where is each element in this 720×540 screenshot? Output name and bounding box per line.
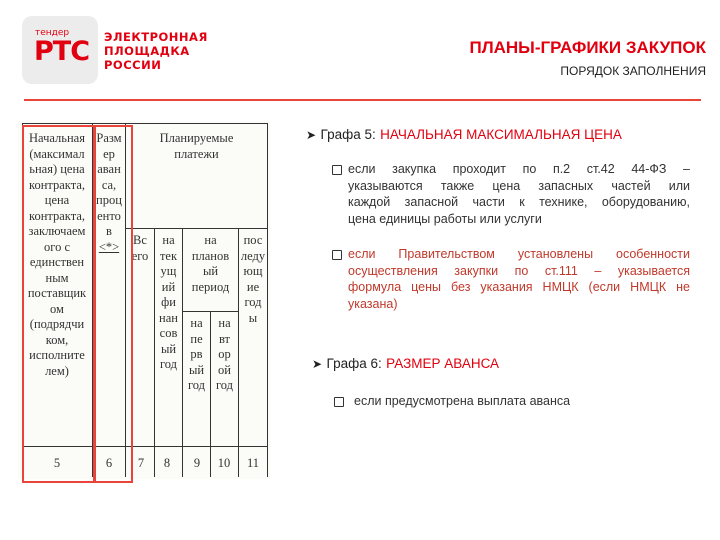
bullet-line: указываются также цена запасных частей или — [348, 178, 690, 193]
sub-line: ющ — [243, 264, 263, 278]
sub-line: рв — [190, 347, 203, 361]
sub-line: год — [187, 378, 206, 392]
logo-line: РОССИИ — [104, 58, 162, 72]
sub-line: на — [218, 316, 231, 330]
bullet-line: цена единицы работы или услуги — [348, 211, 542, 226]
col6-line: са, — [101, 177, 117, 192]
highlight-col6 — [93, 125, 133, 483]
bullet-line: каждой запасной части к технике, оборудованию, — [348, 195, 690, 209]
page-subtitle: ПОРЯДОК ЗАПОЛНЕНИЯ — [560, 64, 706, 78]
bullet-line: если закупка проходит по п.2 ст.42 44-ФЗ – — [348, 162, 690, 176]
sub-line: ор — [218, 347, 231, 361]
sub-line: ый — [188, 362, 205, 377]
logo-rts: РТС — [34, 36, 90, 67]
col-number-9: 9 — [193, 456, 201, 470]
planned-header — [126, 131, 267, 162]
col6-line: ер — [103, 146, 115, 161]
sub-line: сов — [159, 326, 178, 340]
checkbox-bullet-icon — [332, 165, 342, 175]
col-number-11: 11 — [246, 456, 260, 470]
col-number-6: 6 — [105, 456, 113, 470]
sub-line: нан — [159, 310, 178, 325]
section-6-heading — [312, 355, 499, 373]
col6-line: проц — [96, 193, 122, 207]
sub-line: на — [190, 316, 203, 330]
header-divider — [24, 99, 701, 101]
sub-line: год — [159, 357, 178, 371]
sub-line: пос — [243, 233, 263, 247]
sub-line: период — [191, 279, 230, 294]
bullet-line: формула цены без указания НМЦК (если НМЦК не — [348, 280, 690, 294]
sub-line: ы — [248, 310, 258, 325]
col6-line: <*> — [98, 239, 120, 254]
sub-line: Вс — [133, 233, 147, 247]
col-number-10: 10 — [217, 456, 231, 470]
bullet-line: указана) — [348, 296, 398, 311]
logo-line: ЭЛЕКТРОННАЯ — [104, 30, 208, 44]
sub-line: его — [131, 248, 149, 263]
col6-line: в — [106, 224, 112, 238]
sub-line: леду — [240, 248, 266, 263]
col-number-7: 7 — [137, 456, 145, 470]
sub-second-header — [211, 316, 238, 394]
sub-line: ие — [246, 279, 260, 294]
section-label: Графа 6: — [326, 356, 382, 371]
col5-line: ого с — [44, 239, 70, 254]
col6-line: енто — [97, 208, 121, 223]
bullet-text — [354, 393, 570, 410]
col5-line: единствен — [29, 255, 85, 269]
sub-plan-header — [183, 233, 238, 295]
highlight-col5 — [22, 125, 96, 483]
sub-line: ий — [161, 279, 176, 294]
col5-line: исполните — [29, 348, 85, 362]
sub-first-header — [183, 316, 210, 394]
col5-line: (подрядчи — [29, 317, 85, 331]
logo-small-text: тендер — [35, 28, 70, 38]
sub-line: планов — [191, 248, 230, 263]
table-line — [22, 123, 268, 124]
table-line — [125, 228, 268, 229]
col5-line: Начальная — [29, 131, 85, 145]
sub-line: фи — [161, 295, 176, 309]
col5-line: заключаем — [28, 224, 86, 238]
sub-current-header — [155, 233, 182, 373]
sub-next-header — [239, 233, 267, 326]
sub-line: тек — [159, 248, 178, 263]
sub-line: пе — [190, 331, 203, 346]
sub-line: год — [244, 295, 262, 309]
col6-line: аван — [97, 162, 121, 176]
col5-line: ным — [45, 270, 69, 285]
arrow-icon: ➤ — [312, 357, 323, 371]
bullet-line: осуществления закупки по ст.111 – указывается — [348, 263, 690, 278]
sub-line: ый — [160, 341, 177, 356]
col-number-8: 8 — [163, 456, 171, 470]
bullet-text — [348, 161, 690, 227]
sub-line: вт — [218, 331, 231, 346]
col5-line: ьная) цена — [29, 162, 85, 176]
bullet-line: если Правительством установлены особенности — [348, 247, 690, 261]
table-line — [267, 123, 268, 477]
sub-line: год — [215, 378, 234, 392]
col5-line: контракта, — [29, 177, 85, 192]
sub-line: ущ — [160, 264, 177, 278]
bullet-line: если предусмотрена выплата аванса — [354, 394, 571, 408]
col5-line: ком, — [45, 332, 69, 347]
col5-line: контракта, — [29, 208, 85, 223]
section-5-heading — [306, 126, 622, 144]
sub-line: на — [162, 233, 175, 247]
sub-line: на — [204, 233, 217, 247]
planned-line: платежи — [174, 146, 219, 161]
col5-line: ом — [50, 301, 64, 316]
bullet-text — [348, 246, 690, 312]
col5-line: (максимал — [29, 146, 85, 161]
logo-caption — [104, 30, 208, 72]
checkbox-bullet-icon — [334, 397, 344, 407]
col6-line: Разм — [96, 131, 122, 145]
logo-line: ПЛОЩАДКА — [104, 44, 190, 58]
planned-line: Планируемые — [159, 131, 234, 145]
section-label: Графа 5: — [320, 127, 376, 142]
sub-line: ой — [218, 362, 231, 377]
col5-line: поставщик — [27, 286, 87, 300]
arrow-icon: ➤ — [306, 128, 317, 142]
sub-line: ый — [202, 264, 219, 278]
col-number-5: 5 — [53, 456, 61, 470]
page-title: ПЛАНЫ-ГРАФИКИ ЗАКУПОК — [469, 38, 706, 57]
col5-line: цена — [44, 193, 70, 207]
checkbox-bullet-icon — [332, 250, 342, 260]
col5-line: лем) — [45, 363, 69, 378]
section-value: НАЧАЛЬНАЯ МАКСИМАЛЬНАЯ ЦЕНА — [380, 127, 622, 142]
section-value: РАЗМЕР АВАНСА — [386, 356, 500, 371]
